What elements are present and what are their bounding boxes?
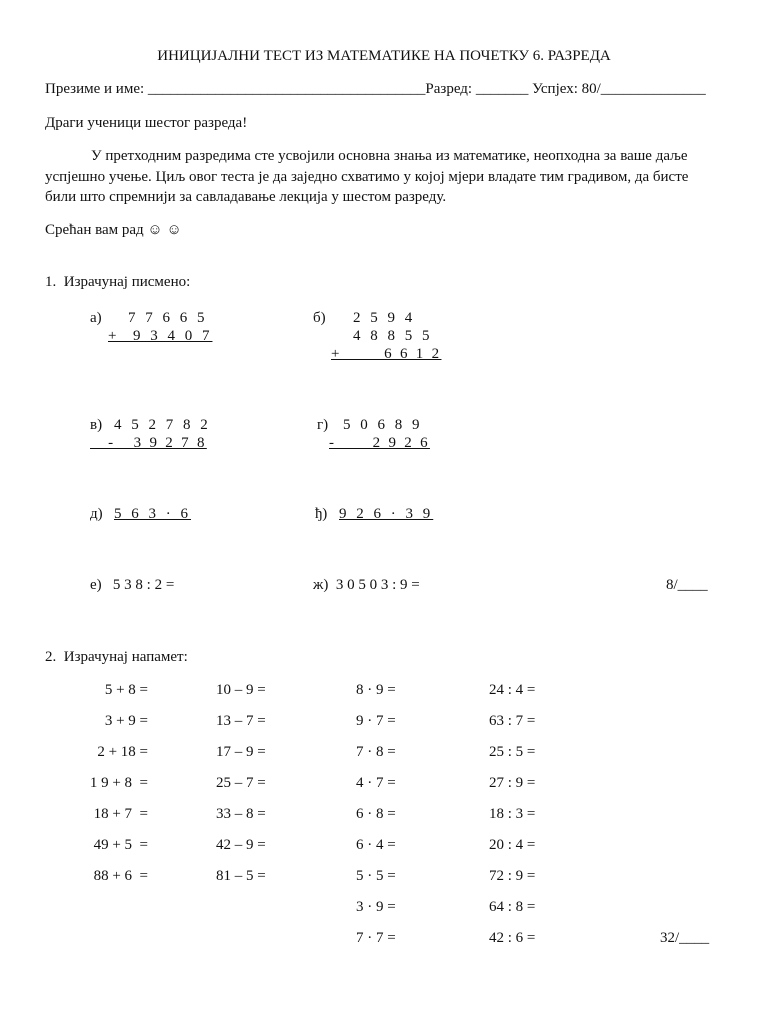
task1-a-addend2: + 9 3 4 0 7	[108, 328, 213, 344]
name-class-score-line: Презиме и име: _____________________________________Разред: _______ Успјех: 80/______________	[45, 81, 706, 97]
task1-e-expression: е) 5 3 8 : 2 =	[90, 577, 175, 593]
task1-a-label: а)	[90, 310, 102, 326]
task1-heading: 1. Израчунај писмено:	[45, 274, 191, 290]
mental-add-3: 2 + 18 =	[97, 744, 148, 760]
mental-sub-2: 13 – 7 =	[216, 713, 266, 729]
task1-v-label: в)	[90, 417, 103, 433]
mental-sub-3: 17 – 9 =	[216, 744, 266, 760]
mental-div-3: 25 : 5 =	[489, 744, 536, 760]
mental-sub-7: 81 – 5 =	[216, 868, 266, 884]
task1-score: 8/____	[666, 577, 708, 593]
mental-mul-5: 6 · 8 =	[356, 806, 396, 822]
mental-mul-8: 3 · 9 =	[356, 899, 396, 915]
mental-div-7: 72 : 9 =	[489, 868, 536, 884]
task1-b-addend2: 4 8 8 5 5	[353, 328, 433, 344]
mental-div-9: 42 : 6 =	[489, 930, 536, 946]
task1-dj-label: ђ)	[315, 506, 328, 522]
mental-add-6: 49 + 5 =	[93, 837, 148, 853]
mental-add-7: 88 + 6 =	[93, 868, 148, 884]
task1-v-subtrahend: - 3 9 2 7 8	[90, 435, 207, 451]
mental-mul-9: 7 · 7 =	[356, 930, 396, 946]
task1-g-minuend: 5 0 6 8 9	[343, 417, 423, 433]
task1-d-expression: 5 6 3 · 6	[114, 506, 191, 522]
mental-div-8: 64 : 8 =	[489, 899, 536, 915]
task2-score: 32/____	[660, 930, 710, 946]
mental-add-2: 3 + 9 =	[104, 713, 148, 729]
mental-add-5: 18 + 7 =	[93, 806, 148, 822]
mental-sub-5: 33 – 8 =	[216, 806, 266, 822]
task1-b-label: б)	[313, 310, 326, 326]
mental-div-4: 27 : 9 =	[489, 775, 536, 791]
mental-mul-2: 9 · 7 =	[356, 713, 396, 729]
task1-v-minuend: 4 5 2 7 8 2	[114, 417, 211, 433]
mental-mul-6: 6 · 4 =	[356, 837, 396, 853]
mental-mul-3: 7 · 8 =	[356, 744, 396, 760]
mental-sub-1: 10 – 9 =	[216, 682, 266, 698]
task1-g-subtrahend: - 2 9 2 6	[329, 435, 430, 451]
mental-mul-4: 4 · 7 =	[356, 775, 396, 791]
task2-heading: 2. Израчунај напамет:	[45, 649, 188, 665]
mental-sub-6: 42 – 9 =	[216, 837, 266, 853]
mental-sub-4: 25 – 7 =	[216, 775, 266, 791]
mental-div-6: 20 : 4 =	[489, 837, 536, 853]
task1-dj-expression: 9 2 6 · 3 9	[339, 506, 434, 522]
task1-b-addend1: 2 5 9 4	[353, 310, 416, 326]
task1-zh-expression: ж) 3 0 5 0 3 : 9 =	[313, 577, 420, 593]
mental-div-2: 63 : 7 =	[489, 713, 536, 729]
task1-d-label: д)	[90, 506, 103, 522]
task1-g-label: г)	[317, 417, 329, 433]
task1-a-addend1: 7 7 6 6 5	[128, 310, 208, 326]
mental-mul-7: 5 · 5 =	[356, 868, 396, 884]
mental-add-1: 5 + 8 =	[104, 682, 148, 698]
intro-paragraph: У претходним разредима сте усвојили основна знања из математике, неопходна за ваше даље успјешно учење. Циљ овог теста је да заједно схватимо у којој мјери владате тим градивом, да бисте били што спремнији за савладавање лекција у шестом разреду.	[45, 148, 689, 205]
mental-div-5: 18 : 3 =	[489, 806, 536, 822]
task1-b-addend3: + 6 6 1 2	[331, 346, 442, 362]
mental-div-1: 24 : 4 =	[489, 682, 536, 698]
mental-mul-1: 8 · 9 =	[356, 682, 396, 698]
mental-add-4: 1 9 + 8 =	[89, 775, 148, 791]
closing-wish: Срећан вам рад ☺ ☺	[45, 222, 182, 238]
greeting: Драги ученици шестог разреда!	[45, 115, 248, 131]
page-title: ИНИЦИЈАЛНИ ТЕСТ ИЗ МАТЕМАТИКЕ НА ПОЧЕТКУ 6. РАЗРЕДА	[157, 48, 611, 64]
